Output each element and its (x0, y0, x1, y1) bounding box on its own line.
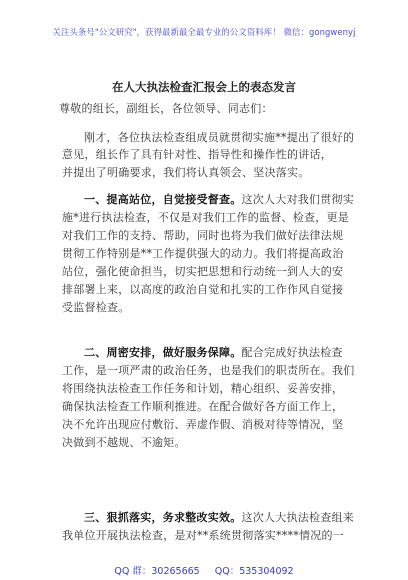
intro-line-1: 刚才，各位执法检查组成员就贯彻实施**提出了很好的 (84, 131, 355, 144)
section-1-line: 对我们工作的支持、帮助，同时也将为我们做好法律法规 (62, 229, 344, 242)
section-1-line: 排部署上来，以高度的政治自觉和扎实的工作作风自觉接 (62, 283, 344, 296)
section-1-first-line-rest: 这次人大对我们贯彻实 (241, 193, 354, 206)
section-3-heading: 三、狠抓落实，务求整改实效。 (84, 511, 242, 524)
section-1-first-line (84, 193, 354, 207)
document-title: 在人大执法检查汇报会上的表态发言 (112, 80, 296, 94)
section-1-heading: 一、提高站位，自觉接受督查。 (84, 193, 242, 206)
section-2-line: 确保执法检查工作顺利推进。在配合做好各方面工作上， (62, 400, 344, 413)
footer-qq: QQ：535304092 (214, 566, 294, 577)
section-1-line: 站位，强化使命担当，切实把思想和行动统一到人大的安 (62, 265, 344, 278)
section-3-first-line (84, 511, 354, 525)
header-promo-note: 关注头条号"公文研究"，获得最新最全最专业的公文资料库！ 微信：gongwenyj (52, 27, 356, 37)
intro-line-3: 并提出了明确要求，我们将认真领会、坚决落实。 (62, 166, 310, 179)
section-3-first-line-rest: 这次人大执法检查组来 (241, 511, 354, 524)
section-1-line: 受监督检查。 (62, 301, 130, 314)
section-3-line: 我单位开展执法检查，是对**系统贯彻落实****情况的一 (62, 529, 344, 542)
section-2-line: 决不允许出现应付敷衍、弄虚作假、消极对待等情况，坚 (62, 418, 344, 431)
section-1-line: 贯彻工作特别是**工作提供强大的动力。我们将提高政治 (62, 247, 344, 260)
footer-qq-group: QQ 群：30265665 (114, 566, 200, 577)
section-2-line: 工作，是一项严肃的政治任务，也是我们的职责所在。我们 (62, 364, 355, 377)
section-2-heading: 二、周密安排，做好服务保障。 (84, 346, 242, 359)
intro-line-2: 意见，组长作了具有针对性、指导性和操作性的讲话， (62, 148, 332, 161)
footer-contact (0, 563, 408, 577)
section-2-line: 决做到不越规、不逾矩。 (62, 436, 186, 449)
salutation: 尊敬的组长，副组长，各位领导、同志们： (59, 102, 273, 115)
section-1-line: 施*进行执法检查，不仅是对我们工作的监督、检查，更是 (62, 211, 349, 224)
section-2-first-line (84, 346, 343, 360)
section-2-line: 将围绕执法检查工作任务和计划，精心组织、妥善安排， (62, 382, 344, 395)
section-2-first-line-rest: 配合完成好执法检查 (241, 346, 343, 359)
